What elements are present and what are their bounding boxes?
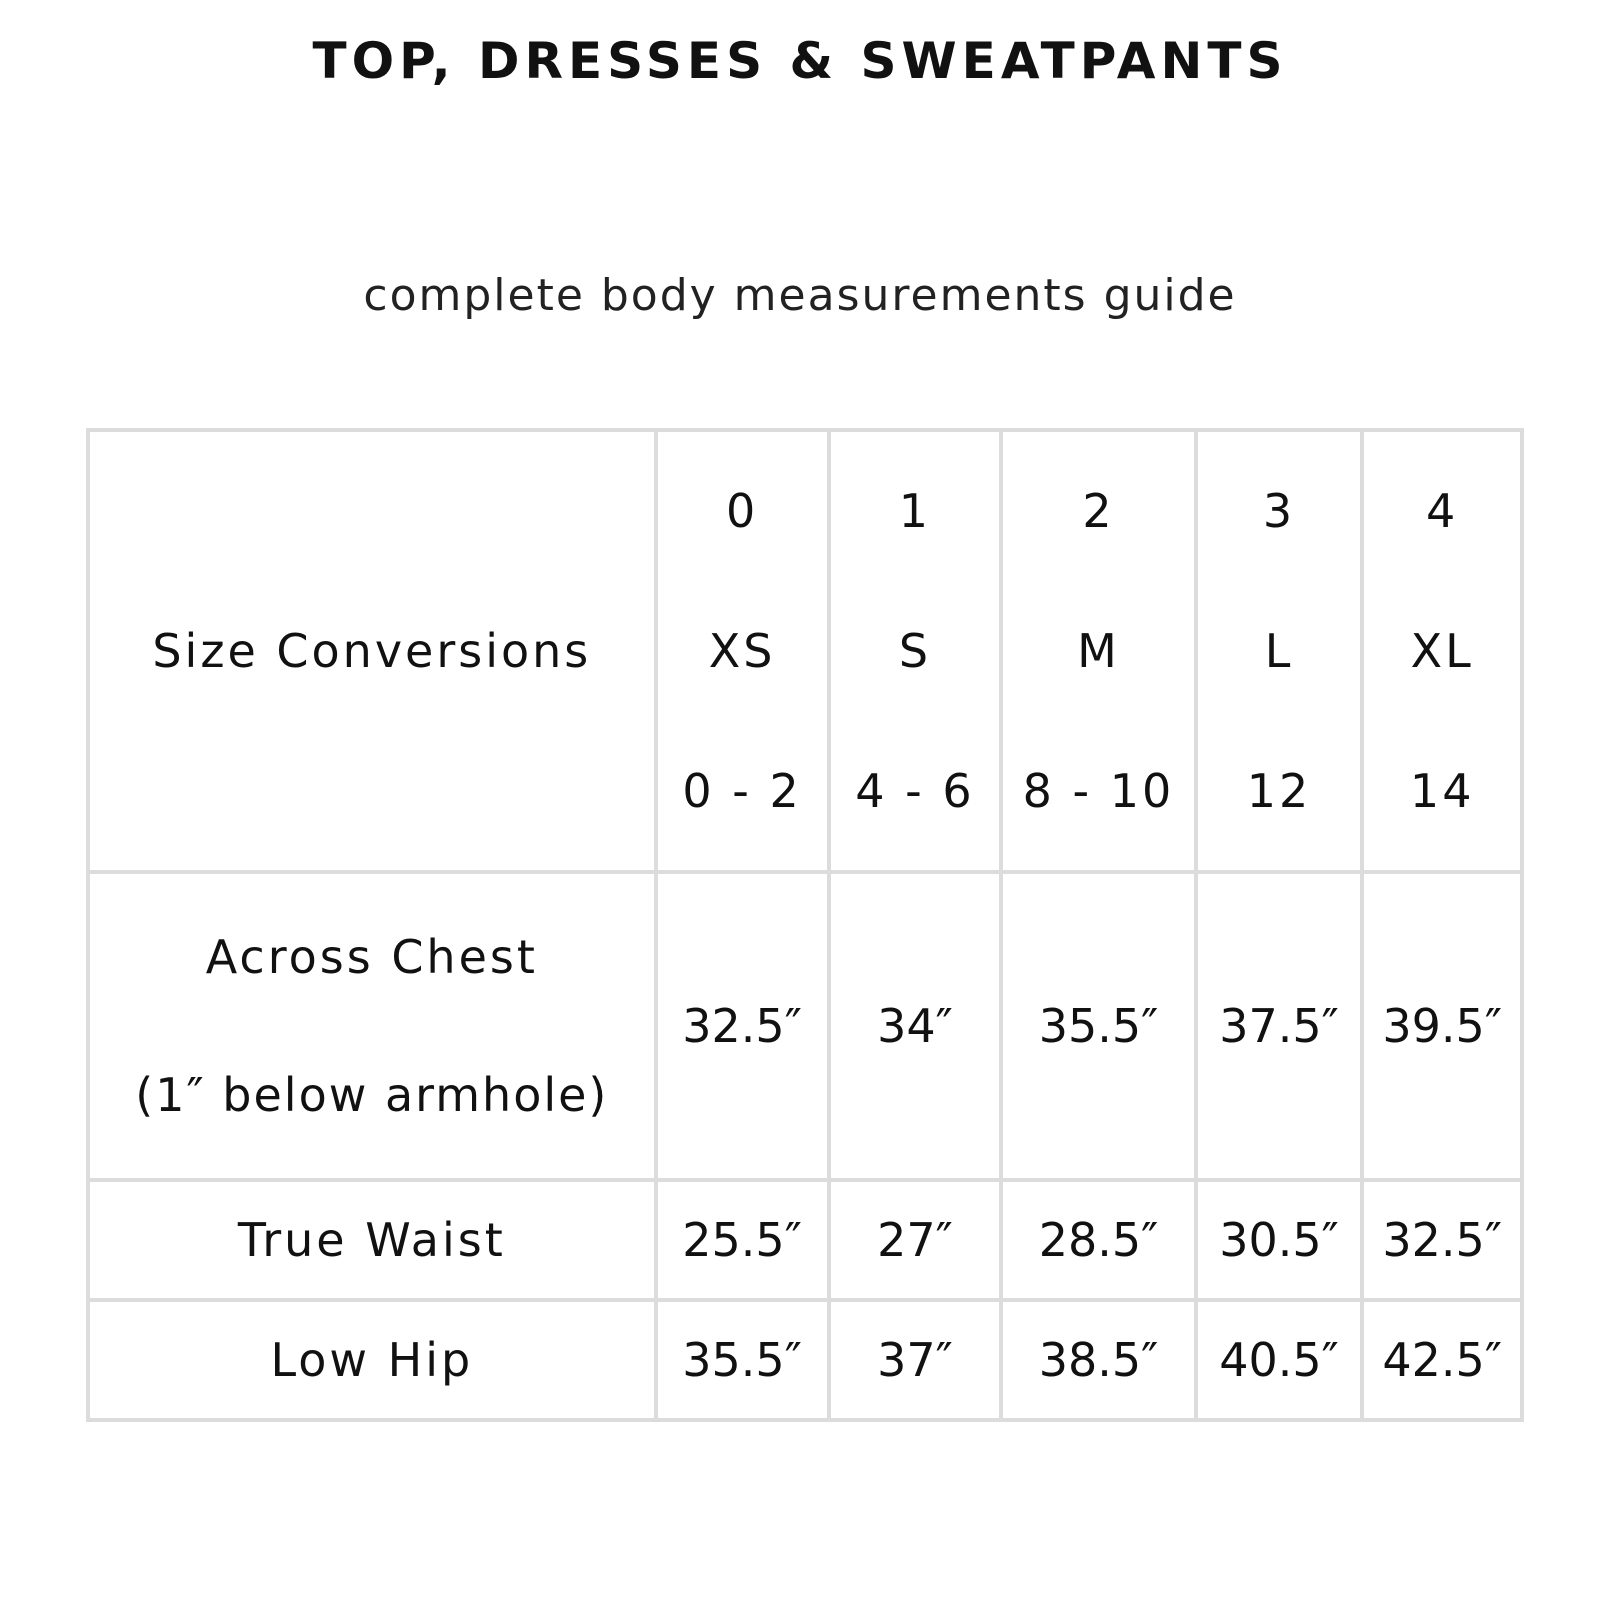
size-conversions-row [88, 430, 1522, 872]
size-number: 0 [725, 484, 759, 538]
low-hip-row [88, 1300, 1522, 1420]
true-waist-row [88, 1180, 1522, 1300]
size-letter: L [1264, 624, 1294, 678]
size-us-range: 12 [1246, 764, 1312, 818]
page-subtitle: complete body measurements guide [363, 270, 1237, 321]
measurement-cell: 38.5″ [1001, 1300, 1195, 1420]
measurement-cell: 32.5″ [656, 872, 829, 1180]
across-chest-row [88, 872, 1522, 1180]
row-label-text: Size Conversions [152, 624, 592, 678]
row-label-text: Across Chest [205, 930, 538, 984]
size-column-3 [1196, 430, 1363, 872]
size-chart-table [86, 428, 1524, 1422]
low-hip-label [88, 1300, 656, 1420]
size-number: 1 [898, 484, 932, 538]
true-waist-label [88, 1180, 656, 1300]
size-number: 3 [1262, 484, 1296, 538]
size-us-range: 0 - 2 [682, 764, 802, 818]
measurement-cell: 28.5″ [1001, 1180, 1195, 1300]
size-us-range: 4 - 6 [855, 764, 975, 818]
size-column-4 [1362, 430, 1522, 872]
size-letter: XL [1410, 624, 1474, 678]
measurement-cell: 35.5″ [1001, 872, 1195, 1180]
measurement-cell: 32.5″ [1362, 1180, 1522, 1300]
size-letter: S [898, 624, 932, 678]
measurement-cell: 37″ [829, 1300, 1002, 1420]
measurement-cell: 27″ [829, 1180, 1002, 1300]
size-column-1 [829, 430, 1002, 872]
measurement-cell: 35.5″ [656, 1300, 829, 1420]
measurement-cell: 30.5″ [1196, 1180, 1363, 1300]
page-title: TOP, DRESSES & SWEATPANTS [312, 32, 1288, 90]
size-us-range: 8 - 10 [1022, 764, 1175, 818]
row-label-note: (1″ below armhole) [135, 1068, 609, 1122]
measurement-cell: 42.5″ [1362, 1300, 1522, 1420]
measurement-cell: 25.5″ [656, 1180, 829, 1300]
size-us-range: 14 [1409, 764, 1475, 818]
size-number: 4 [1426, 484, 1459, 538]
size-column-0 [656, 430, 829, 872]
measurement-cell: 40.5″ [1196, 1300, 1363, 1420]
measurement-cell: 39.5″ [1362, 872, 1522, 1180]
size-conversions-label [88, 430, 656, 872]
size-letter: XS [708, 624, 776, 678]
row-label-text: True Waist [237, 1213, 506, 1267]
size-column-2 [1001, 430, 1195, 872]
row-label-text: Low Hip [270, 1333, 474, 1387]
measurement-cell: 34″ [829, 872, 1002, 1180]
across-chest-label [88, 872, 656, 1180]
size-number: 2 [1082, 484, 1115, 538]
size-letter: M [1077, 624, 1120, 678]
measurement-cell: 37.5″ [1196, 872, 1363, 1180]
